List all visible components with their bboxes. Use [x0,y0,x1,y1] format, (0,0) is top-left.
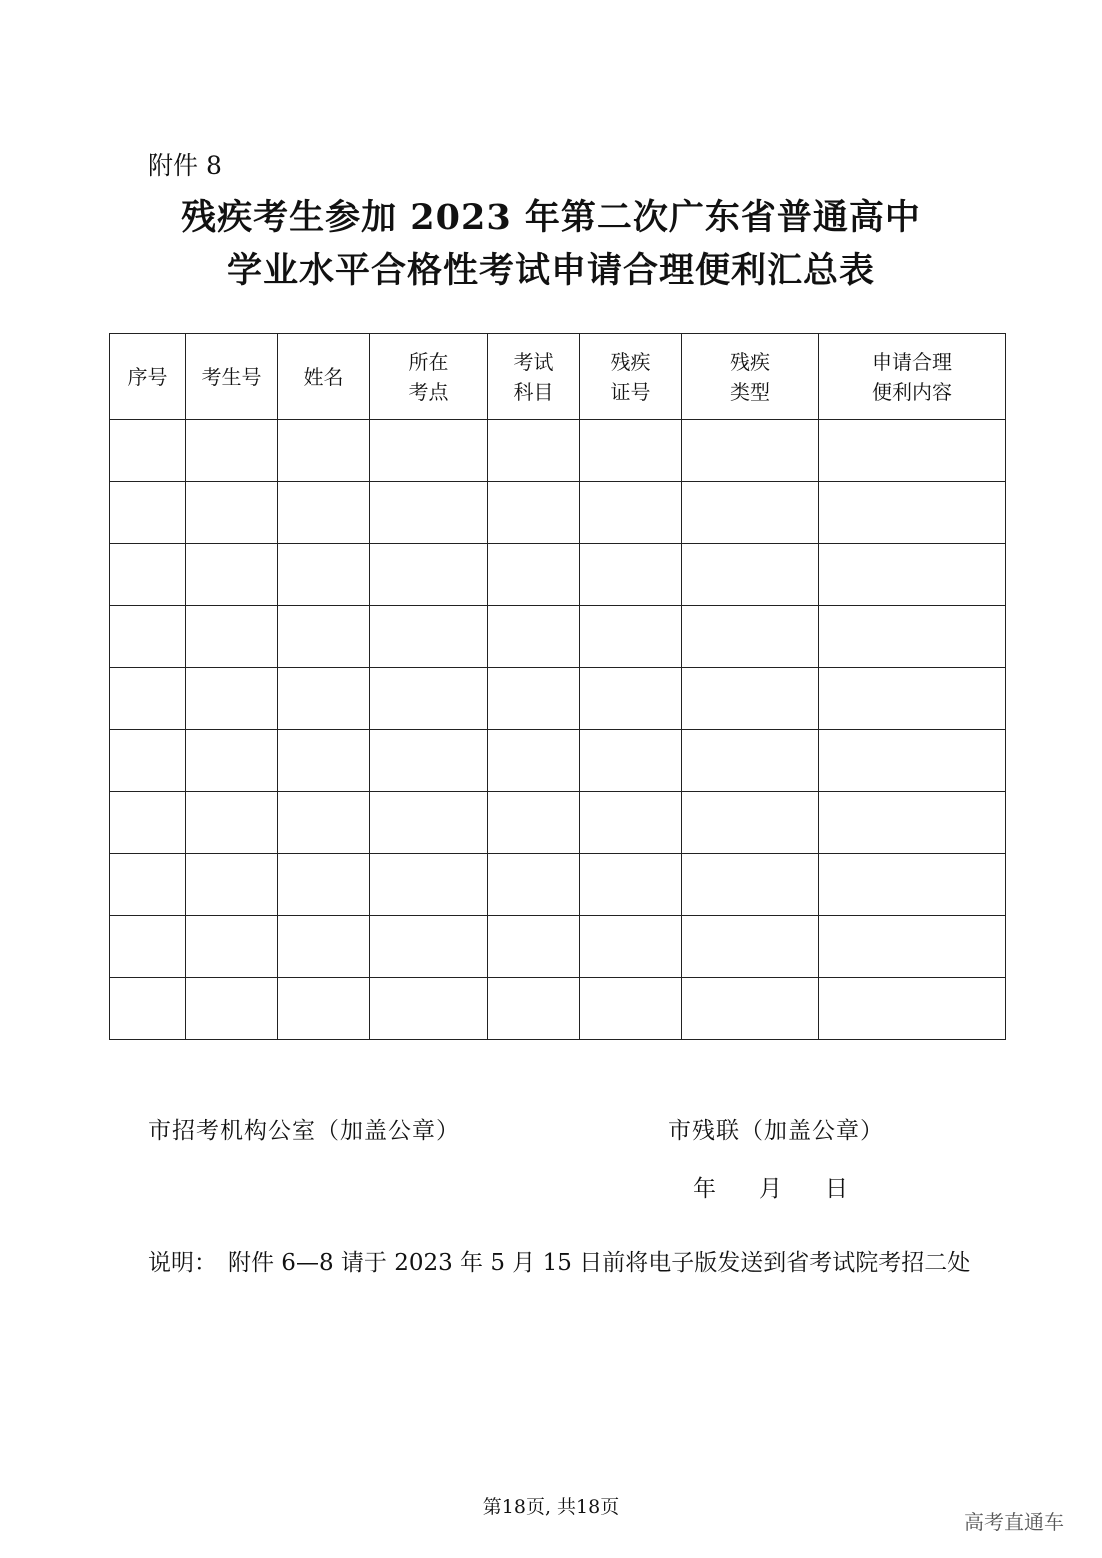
table-cell [488,792,580,854]
table-cell [488,730,580,792]
table-cell [370,978,488,1040]
note-text: 附件 6—8 请于 2023 年 5 月 15 日前将电子版发送到省考试院考招二处 [228,1250,971,1276]
document-title-line-2: 学业水平合格性考试申请合理便利汇总表 [226,250,875,291]
table-row [110,668,1006,730]
table-cell [278,606,370,668]
table-row [110,792,1006,854]
table-cell [186,978,278,1040]
table-cell [682,792,819,854]
table-cell [370,792,488,854]
table-cell [488,482,580,544]
table-cell [819,544,1006,606]
note-label: 说明： [148,1250,217,1276]
table-cell [819,482,1006,544]
table-cell [580,420,682,482]
header-serial-number: 序号 [110,334,186,420]
table-cell [278,792,370,854]
table-cell [278,420,370,482]
table-cell [580,482,682,544]
table-cell [370,668,488,730]
header-exam-subject: 考试 科目 [488,334,580,420]
header-candidate-number: 考生号 [186,334,278,420]
table-cell [110,978,186,1040]
table-row [110,978,1006,1040]
table-cell [580,854,682,916]
table-cell [110,730,186,792]
table-row [110,420,1006,482]
table-cell [278,544,370,606]
table-cell [110,854,186,916]
table-cell [819,420,1006,482]
table-cell [682,916,819,978]
header-accommodation-request: 申请合理 便利内容 [819,334,1006,420]
table-cell [580,606,682,668]
table-cell [682,482,819,544]
table-cell [370,482,488,544]
table-cell [488,916,580,978]
table-cell [186,606,278,668]
table-cell [186,544,278,606]
table-cell [186,730,278,792]
table-cell [682,730,819,792]
table-cell [488,544,580,606]
table-cell [819,668,1006,730]
table-header-row [110,334,1006,420]
table-cell [186,420,278,482]
table-cell [580,792,682,854]
table-cell [488,606,580,668]
table-cell [278,730,370,792]
table-cell [110,916,186,978]
table-cell [488,420,580,482]
table-cell [682,854,819,916]
date-day: 日 [825,1176,848,1202]
table-cell [682,606,819,668]
table-cell [370,730,488,792]
summary-table [109,333,1006,1040]
signature-disabled-federation: 市残联（加盖公章） [668,1118,884,1144]
header-disability-cert-number: 残疾 证号 [580,334,682,420]
table-cell [819,730,1006,792]
table-row [110,854,1006,916]
table-cell [278,916,370,978]
table-cell [819,792,1006,854]
header-name: 姓名 [278,334,370,420]
table-row [110,482,1006,544]
table-cell [488,854,580,916]
table-cell [110,668,186,730]
date-line [693,1170,848,1203]
page-number: 第18页, 共18页 [482,1496,620,1518]
date-month: 月 [759,1176,782,1202]
table-cell [186,482,278,544]
signature-exam-office: 市招考机构公室（加盖公章） [148,1118,460,1144]
table-cell [819,854,1006,916]
table-row [110,544,1006,606]
table-cell [580,978,682,1040]
table-cell [278,978,370,1040]
table-cell [370,854,488,916]
table-cell [370,606,488,668]
table-cell [580,916,682,978]
table-cell [186,668,278,730]
table-cell [186,916,278,978]
table-cell [110,482,186,544]
table-cell [186,792,278,854]
table-cell [819,916,1006,978]
table-body [110,420,1006,1040]
table-cell [682,668,819,730]
table-cell [580,730,682,792]
table-cell [819,978,1006,1040]
table-cell [682,978,819,1040]
table-cell [488,978,580,1040]
table-cell [682,420,819,482]
table-cell [682,544,819,606]
table-cell [110,792,186,854]
table-cell [110,544,186,606]
document-title-line-1: 残疾考生参加 2023 年第二次广东省普通高中 [181,197,921,238]
date-year: 年 [693,1176,716,1202]
table-row [110,916,1006,978]
table-cell [488,668,580,730]
table-cell [819,606,1006,668]
header-disability-type: 残疾 类型 [682,334,819,420]
table-cell [370,916,488,978]
table-row [110,606,1006,668]
watermark: 高考直通车 [964,1510,1064,1534]
table-cell [580,544,682,606]
explanatory-note [148,1248,978,1279]
table-cell [278,668,370,730]
table-row [110,730,1006,792]
table-cell [370,544,488,606]
table-cell [110,420,186,482]
table-cell [370,420,488,482]
table-cell [580,668,682,730]
attachment-label: 附件 8 [148,151,222,180]
table-cell [278,854,370,916]
table-cell [110,606,186,668]
header-exam-site: 所在 考点 [370,334,488,420]
table-cell [278,482,370,544]
table-cell [186,854,278,916]
